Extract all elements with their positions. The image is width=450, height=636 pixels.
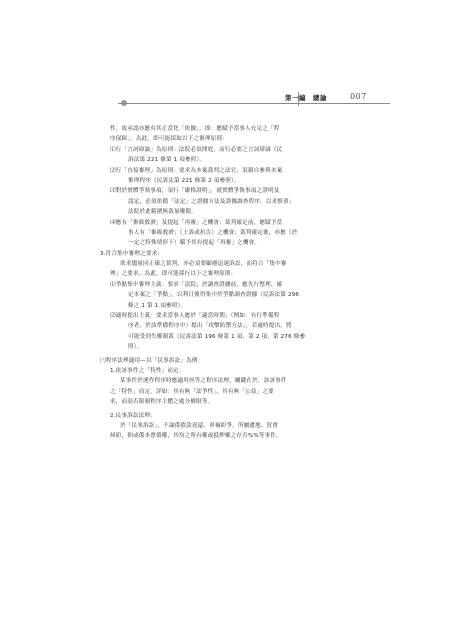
text-line: 事人有「審級救濟」（上訴或抗告）之機會；裁判確定後，亦應（於 xyxy=(128,229,298,236)
text-line: ⑴行「言詞辯論」為原則：法院必須開庭，而行必要之言詞辯論（民 xyxy=(110,146,283,153)
text-line: 一定之特殊情形下）賦予其有提起「再審」之機會。 xyxy=(128,240,261,247)
text-line: 照）。 xyxy=(128,344,143,351)
page-number: 007 xyxy=(350,92,367,101)
text-line: 理」之要求。為此，即可能採行以下之審理原則： xyxy=(110,271,237,278)
text-line: 之「特性」而定。詳如：其有無「訟爭性」，其有無「公益」之要 xyxy=(110,388,274,395)
text-line: 1.依該事件之「特性」而定： xyxy=(110,367,185,374)
text-line: 於「民事訴訟」，不論係債款返還、車禍紛爭，所屬遷地、買賣 xyxy=(120,422,279,429)
text-line: 糾紛，抑或係本票債權，其均之所有權或抵押權之存否%%等事件， xyxy=(110,433,282,440)
text-line: 可能受到失權制裁（民訴法第 196 條第 1 項、第 2 項、第 276 條參 xyxy=(128,333,306,340)
text-line: 條之 1 第 1 項參照）。 xyxy=(128,302,187,309)
text-line: 訴法第 221 條第 1 項參照）。 xyxy=(128,157,206,164)
text-line: 欲求儘量同正確之裁判，亦必須要顧慮迅速訴訟，而符合「集中審 xyxy=(120,261,287,268)
text-line: 法院於此範圍無裁量權限。 xyxy=(128,209,197,216)
text-line: ㈢程序法理適用—以「民事訴訟」為例： xyxy=(100,357,204,364)
chapter-title: 第一編 總論 xyxy=(285,94,327,102)
text-line: 3.符合集中審理之要求： xyxy=(100,250,164,257)
text-line: ⑷應有「審級救濟」及提起「再審」之機會：裁判確定前，應賦予當 xyxy=(110,219,283,226)
text-line: 序保障」。為此，即可能採取以下之審理原則： xyxy=(110,136,228,143)
text-line: 審理程序（民訴法第 221 條第 2 項參照）。 xyxy=(128,177,240,184)
header-rule xyxy=(118,103,390,104)
text-line: ⑵適時提出主義：要求當事人應於「適當時期」（例如：有行準備程 xyxy=(110,313,280,320)
text-line: 求，而須否限制程序主體之處分權限等。 xyxy=(110,399,214,406)
text-line: 認定，必須依循「法定」之證據方法及證據調查程序，以求慎重； xyxy=(128,198,295,205)
text-line: ⑶對於實體爭執事項，須行「嚴格證明」，就實體爭執事項之證明及 xyxy=(110,188,280,195)
text-line: ⑵行「直接審理」為原則：要求為本案裁判之法官，須親自參與本案 xyxy=(110,167,283,174)
text-line: 性，故承認亦應有其正當化「依據」，即：應賦予當事人充足之「程 xyxy=(110,126,280,132)
text-line: 2.民事訴訟法理： xyxy=(110,412,156,419)
body-text xyxy=(100,124,378,442)
text-line: 定本案之「爭點」，以利日後得集中於爭點調查證據（民訴法第 296 xyxy=(128,292,300,299)
text-line: ⑴爭點集中審理主義：要求「法院」於調查證據前，應先行整理、確 xyxy=(110,281,283,288)
text-line: 序者，於該準備程序中）提出「攻擊防禦方法」，若逾時提出，將 xyxy=(128,323,292,330)
text-line: 某事件於運作程序時應適用何等之程序法理，關鍵在於，該該事件 xyxy=(120,378,287,385)
